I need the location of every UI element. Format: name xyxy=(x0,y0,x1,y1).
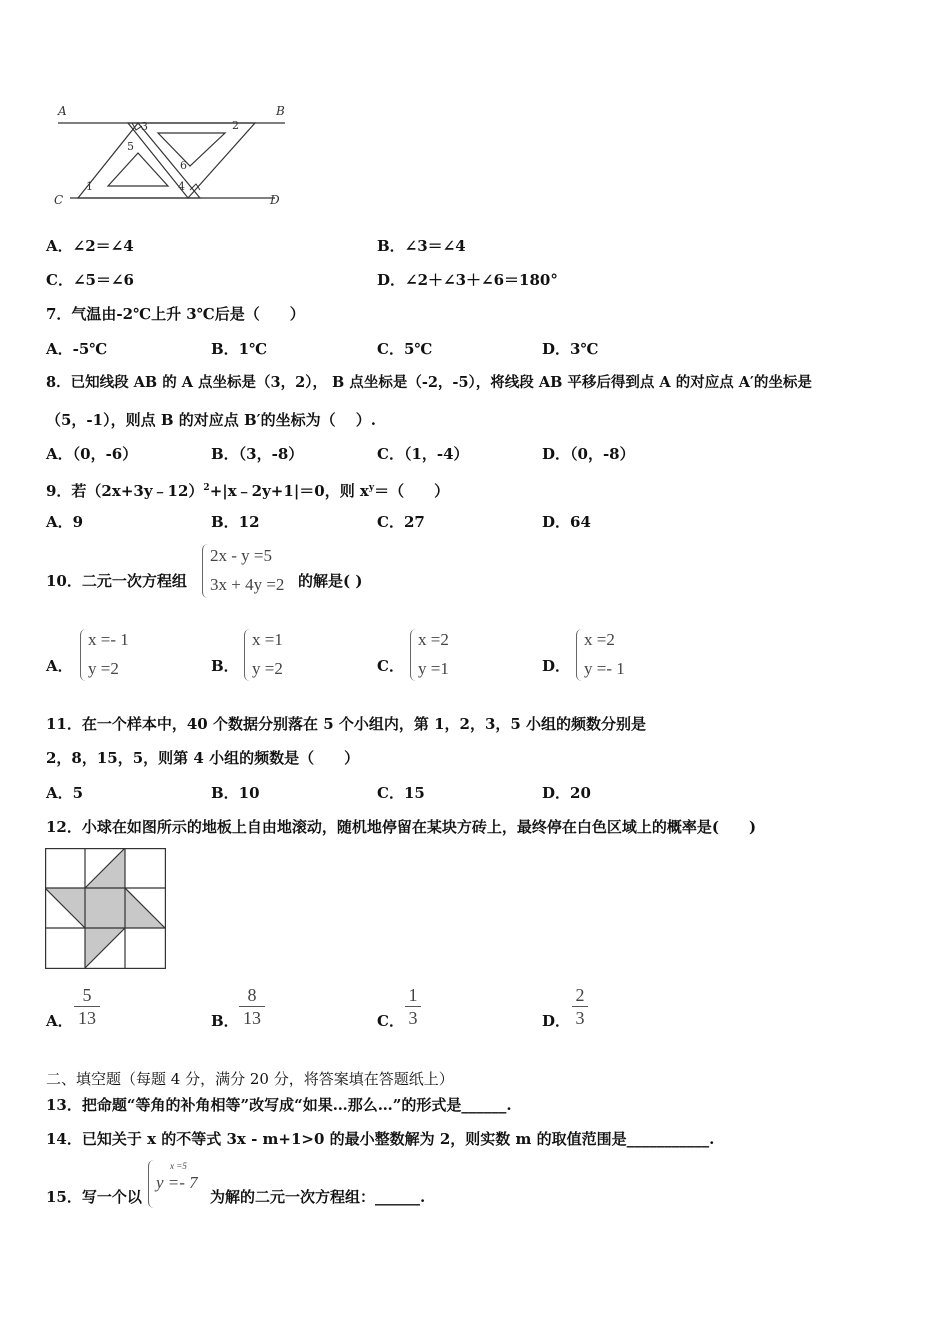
q8-stem-line1: 8．已知线段 AB 的 A 点坐标是（3，2）， B 点坐标是（-2，-5），将线段 AB 平移后得到点 A 的对应点 A′的坐标是 xyxy=(46,374,812,391)
tile-floor-figure xyxy=(45,848,166,969)
angle-3: 3 xyxy=(141,120,148,133)
q12-stem: 12．小球在如图所示的地板上自由地滚动，随机地停留在某块方砖上，最终停在白色区域上的概率是( ) xyxy=(46,818,757,836)
section-2-heading: 二、填空题（每题 4 分，满分 20 分，将答案填在答题纸上） xyxy=(46,1070,454,1088)
q8-stem-line2: （5，-1），则点 B 的对应点 B′的坐标为（ ）. xyxy=(46,411,377,429)
q7-option-c[interactable]: C．5℃ xyxy=(377,340,433,358)
q10-tail: 的解是( ) xyxy=(298,572,363,590)
q11-stem-line2: 2，8，15，5，则第 4 小组的频数是（ ） xyxy=(46,749,360,767)
angle-6: 6 xyxy=(180,159,187,172)
q12-option-a-fraction[interactable]: 5 13 xyxy=(74,985,100,1028)
parallel-lines-figure xyxy=(50,98,290,210)
q12-option-b-label[interactable]: B． xyxy=(211,1012,239,1030)
q9-option-d[interactable]: D．64 xyxy=(542,513,591,531)
q15-tail: 为解的二元一次方程组：______. xyxy=(210,1188,426,1206)
q15-stem: 15．写一个以 xyxy=(46,1188,142,1206)
angle-4: 4 xyxy=(178,180,185,193)
q11-option-a[interactable]: A．5 xyxy=(46,784,84,802)
q10-option-b[interactable]: x =1 y =2 xyxy=(244,629,304,683)
q12-option-d-fraction[interactable]: 2 3 xyxy=(572,985,588,1028)
q6-option-b[interactable]: B．∠3＝∠4 xyxy=(377,237,466,255)
q7-stem: 7．气温由-2℃上升 3℃后是（ ） xyxy=(46,305,305,323)
q10-option-a-label[interactable]: A． xyxy=(46,657,73,675)
q12-option-c-fraction[interactable]: 1 3 xyxy=(405,985,421,1028)
angle-5: 5 xyxy=(127,140,134,153)
q10-option-c-label[interactable]: C． xyxy=(377,657,404,675)
q13-stem: 13．把命题“等角的补角相等”改写成“如果…那么…”的形式是______. xyxy=(46,1096,512,1114)
angle-2: 2 xyxy=(232,119,239,132)
q9-option-c[interactable]: C．27 xyxy=(377,513,425,531)
label-d: D xyxy=(270,193,280,207)
q10-option-d-label[interactable]: D． xyxy=(542,657,571,675)
q8-option-b[interactable]: B．（3，-8） xyxy=(211,445,304,463)
q6-option-c[interactable]: C．∠5＝∠6 xyxy=(46,271,134,289)
q8-option-c[interactable]: C．（1，-4） xyxy=(377,445,469,463)
q10-equation-system: 2x - y =5 3x + 4y =2 xyxy=(202,544,302,600)
q7-option-b[interactable]: B．1℃ xyxy=(211,340,268,358)
q15-solution-system: x =5 y =- 7 xyxy=(148,1160,210,1210)
q12-option-b-fraction[interactable]: 8 13 xyxy=(239,985,265,1028)
q9-option-b[interactable]: B．12 xyxy=(211,513,260,531)
q10-option-b-label[interactable]: B． xyxy=(211,657,239,675)
q9-stem: 9．若（2x+3y﹣12）$^2$+|x﹣2y+1|＝0，则 $x^y=$（ ） xyxy=(46,482,450,500)
q11-option-c[interactable]: C．15 xyxy=(377,784,425,802)
label-c: C xyxy=(54,193,64,207)
q12-option-d-label[interactable]: D． xyxy=(542,1012,571,1030)
q11-stem-line1: 11．在一个样本中，40 个数据分别落在 5 个小组内，第 1，2，3，5 小组的频数分别是 xyxy=(46,715,647,733)
q6-option-a[interactable]: A．∠2＝∠4 xyxy=(46,237,134,255)
q6-option-d[interactable]: D．∠2＋∠3＋∠6＝180° xyxy=(377,271,558,289)
q9-option-a[interactable]: A．9 xyxy=(46,513,84,531)
q7-option-a[interactable]: A．-5℃ xyxy=(46,340,108,358)
q7-option-d[interactable]: D．3℃ xyxy=(542,340,599,358)
q10-option-c[interactable]: x =2 y =1 xyxy=(410,629,470,683)
q8-option-d[interactable]: D．（0，-8） xyxy=(542,445,635,463)
q8-option-a[interactable]: A．（0，-6） xyxy=(46,445,138,463)
q10-stem: 10．二元一次方程组 xyxy=(46,572,187,590)
q12-option-a-label[interactable]: A． xyxy=(46,1012,73,1030)
q10-option-a[interactable]: x =- 1 y =2 xyxy=(80,629,150,683)
q14-stem: 14．已知关于 x 的不等式 3x - m+1>0 的最小整数解为 2，则实数 m 的取值范围是___________. xyxy=(46,1130,715,1148)
q11-option-b[interactable]: B．10 xyxy=(211,784,260,802)
label-a: A xyxy=(58,104,67,118)
q11-option-d[interactable]: D．20 xyxy=(542,784,591,802)
angle-1: 1 xyxy=(86,180,93,193)
q10-option-d[interactable]: x =2 y =- 1 xyxy=(576,629,646,683)
q12-option-c-label[interactable]: C． xyxy=(377,1012,404,1030)
label-b: B xyxy=(276,104,285,118)
